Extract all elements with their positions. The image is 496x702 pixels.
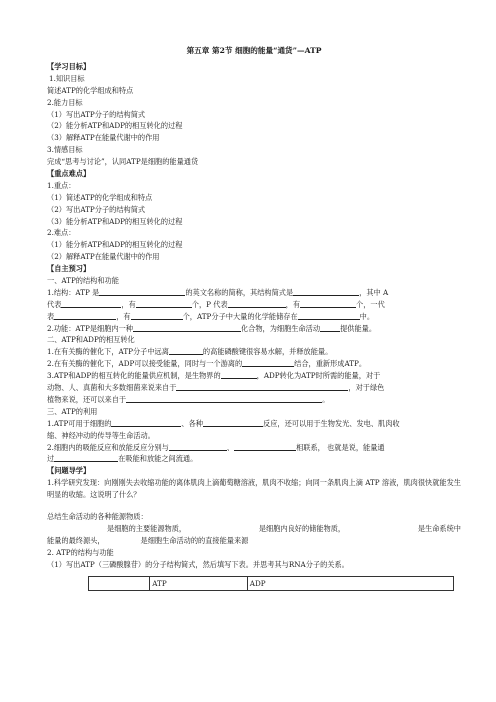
goals-header: 【学习目标】 bbox=[47, 62, 91, 71]
fill-line: 2.在有关酶的催化下，ADP可以接受能量，同时与一个游离的 结合，重新形成ATP。 bbox=[47, 359, 367, 369]
answer-blank[interactable] bbox=[131, 311, 183, 320]
fill-line: 缩、神经冲动的传导等生命活动。 bbox=[47, 430, 155, 440]
table-header-adp: ADP bbox=[247, 577, 453, 591]
goals-line: 1.知识目标 bbox=[49, 73, 85, 83]
fill-line: 植物来说，还可以来自于 。 bbox=[47, 394, 330, 404]
answer-blank[interactable] bbox=[242, 358, 294, 367]
fill-line: 1.在有关酶的催化下，ATP分子中远离 的高能磷酸键很容易水解，并释放能量。 bbox=[47, 347, 333, 357]
table-cell[interactable] bbox=[89, 577, 150, 591]
goals-line: 2.能力目标 bbox=[47, 97, 83, 107]
fill-line: 3.ATP和ADP的相互转化的能量供应机制，是生物界的 ，ADP转化为ATP时所需的能量，对于 bbox=[47, 371, 381, 381]
key-line: （1）能分析ATP和ADP的相互转化的过程 bbox=[47, 240, 183, 250]
summary-prompt: 总结生命活动的各种能源物质： bbox=[47, 511, 148, 521]
answer-blank[interactable] bbox=[228, 299, 286, 308]
fill-line: 代表 ，有 个，P 代表 ，有 个，一代 bbox=[47, 299, 385, 309]
answer-blank[interactable] bbox=[203, 418, 263, 427]
fill-line: 表 ，有 个，ATP分子中大量的化学能储存在 中。 bbox=[47, 311, 375, 321]
key-line: 1.重点： bbox=[47, 180, 76, 190]
answer-blank[interactable] bbox=[221, 370, 257, 379]
answer-blank[interactable] bbox=[320, 323, 340, 332]
task-instruction: （1）写出ATP（三磷酸腺苷）的分子结构简式，然后填写下表。并思考其与RNA分子的关系。 bbox=[47, 559, 349, 569]
fill-line: 1.ATP可用于细胞的 、各种 反应，还可以用于生物发光、发电、肌肉收 bbox=[47, 418, 400, 428]
answer-blank[interactable] bbox=[300, 299, 356, 308]
answer-blank[interactable] bbox=[99, 287, 185, 296]
fill-line: 过 在吸能和放能之间流通。 bbox=[47, 454, 198, 464]
key-line: 2.难点： bbox=[47, 228, 76, 238]
answer-blank[interactable] bbox=[54, 453, 118, 462]
table-row bbox=[89, 577, 454, 591]
answer-blank[interactable] bbox=[111, 418, 181, 427]
section-heading: 二、ATP和ADP的相互转化 bbox=[47, 335, 135, 345]
page-title: 第五章 第2节 细胞的能量“通货”—ATP bbox=[186, 46, 322, 55]
key-line: （1）简述ATP的化学组成和特点 bbox=[47, 192, 153, 202]
key-points-header: 【重点难点】 bbox=[47, 169, 91, 179]
subsection-heading: 2. ATP的结构与功能 bbox=[47, 547, 114, 557]
worksheet-page bbox=[47, 45, 461, 591]
question-text: 1.科学研究发现：向刚刚失去收缩功能的离体肌肉上滴葡萄糖溶液，肌肉不收缩；向同一条肌肉上滴 ATP 溶液，肌肉很快就能发生明显的收缩。这说明了什么？ bbox=[47, 478, 461, 500]
answer-blank[interactable] bbox=[169, 346, 203, 355]
fill-line: 动物、人、真菌和大多数细菌来说来自于 ，对于绿色 bbox=[47, 383, 385, 393]
key-line: （2）写出ATP分子的结构简式 bbox=[47, 204, 146, 214]
preview-header: 【自主预习】 bbox=[47, 264, 91, 274]
fill-line: 1.结构：ATP 是 的英文名称的简称，其结构简式是 ，其中 A bbox=[47, 287, 389, 297]
table-header-atp: ATP bbox=[150, 577, 248, 591]
answer-blank[interactable] bbox=[126, 394, 322, 403]
answer-blank[interactable] bbox=[54, 311, 116, 320]
key-line: （3）能分析ATP和ADP的相互转化的过程 bbox=[47, 216, 183, 226]
goals-line: （3）解释ATP在能量代谢中的作用 bbox=[47, 133, 160, 143]
goals-line: 完成“思考与讨论”，认同ATP是细胞的能量通货 bbox=[47, 157, 199, 167]
fill-line: 2.功能：ATP是细胞内一种 化合物，为细胞生命活动 提供能量。 bbox=[47, 323, 377, 333]
atp-adp-table bbox=[88, 576, 454, 591]
key-line: （2）解释ATP在能量代谢中的作用 bbox=[47, 252, 160, 262]
answer-blank[interactable] bbox=[61, 299, 121, 308]
fill-line: 能量的最终源头， 是细胞生命活动的的直接能量来源 bbox=[47, 535, 249, 545]
guide-header: 【问题导学】 bbox=[47, 466, 91, 476]
answer-blank[interactable] bbox=[169, 442, 227, 451]
goals-line: 3.情感目标 bbox=[47, 145, 83, 155]
fill-line: 2.细胞内的吸能反应和放能反应分别与 、 相联系， 也就是说，能量通 bbox=[47, 442, 385, 452]
goals-line: （2）能分析ATP和ADP的相互转化的过程 bbox=[47, 121, 183, 131]
section-heading: 一、ATP的结构和功能 bbox=[47, 276, 119, 286]
fill-line: 是细胞的主要能源物质， 是细胞内良好的储能物质， 是生命系统中 bbox=[107, 523, 461, 533]
answer-blank[interactable] bbox=[298, 311, 360, 320]
answer-blank[interactable] bbox=[136, 299, 192, 308]
section-heading: 三、ATP的利用 bbox=[47, 406, 98, 416]
goals-line: 简述ATP的化学组成和特点 bbox=[47, 85, 134, 95]
answer-blank[interactable] bbox=[133, 323, 241, 332]
answer-blank[interactable] bbox=[176, 382, 348, 391]
goals-line: （1）写出ATP分子的结构简式 bbox=[47, 109, 146, 119]
answer-blank[interactable] bbox=[293, 287, 359, 296]
answer-blank[interactable] bbox=[234, 442, 296, 451]
